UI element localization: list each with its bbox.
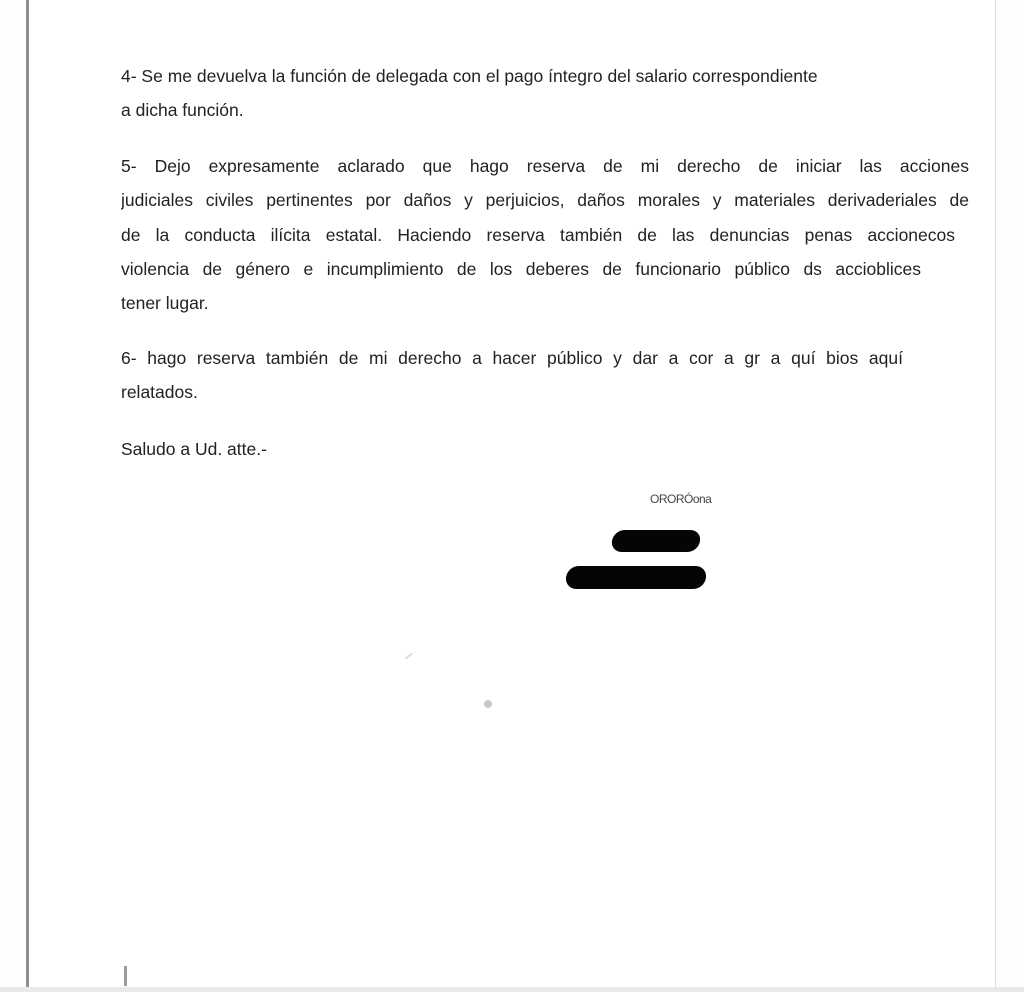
paragraph-5-line-4: violencia de género e incumplimiento de los deberes de funcionario público ds accioblices	[121, 259, 921, 279]
document-page	[26, 0, 996, 992]
paragraph-4-line-2: a dicha función.	[121, 100, 244, 120]
page-bottom-edge	[0, 987, 1024, 992]
redaction-mark	[610, 530, 701, 552]
signature-name: ORORÓona	[650, 492, 712, 506]
redaction-mark	[565, 566, 707, 589]
paragraph-5-line-1: 5- Dejo expresamente aclarado que hago reserva de mi derecho de iniciar las acciones	[121, 156, 969, 176]
paragraph-6-line-2: relatados.	[121, 382, 198, 402]
paragraph-5-line-3: de la conducta ilícita estatal. Haciendo reserva también de las denuncias penas accionecos	[121, 225, 955, 245]
scan-mark	[124, 966, 127, 986]
paragraph-6-line-1: 6- hago reserva también de mi derecho a hacer público y dar a cor a gr a quí bios aquí	[121, 348, 903, 368]
paragraph-4-line-1: 4- Se me devuelva la función de delegada con el pago íntegro del salario correspondiente	[121, 66, 818, 86]
paragraph-5-line-2: judiciales civiles pertinentes por daños y perjuicios, daños morales y materiales derivaderiales de	[121, 190, 969, 210]
closing-line: Saludo a Ud. atte.-	[121, 439, 267, 459]
paragraph-5-line-5: tener lugar.	[121, 293, 209, 313]
scan-speck	[484, 700, 492, 708]
